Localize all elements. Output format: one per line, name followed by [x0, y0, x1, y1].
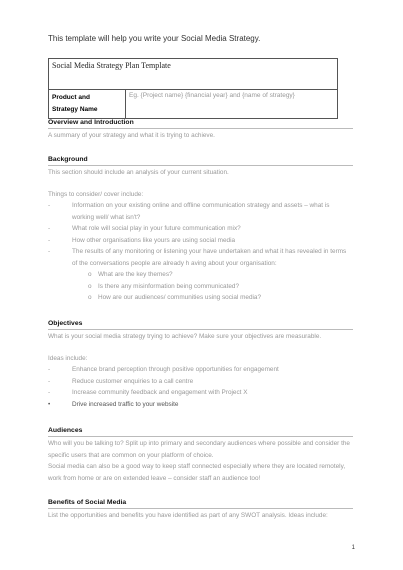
- audiences-text-1: Who will you be talking to? Split up into primary and secondary audiences where possible and consider the specific users that are common on your platform of choice.: [48, 440, 350, 459]
- sub-list-marker: o: [88, 294, 92, 301]
- table-title: Social Media Strategy Plan Template: [52, 61, 171, 70]
- overview-rule: [48, 128, 353, 129]
- list-item: [48, 223, 353, 235]
- list-item-text: Increase community feedback and engagement with Project X: [72, 389, 248, 396]
- background-heading: Background: [48, 156, 88, 163]
- list-marker: •: [48, 400, 51, 408]
- list-item-text: Enhance brand perception through positive opportunities for engagement: [72, 366, 279, 373]
- objectives-rule: [48, 329, 353, 330]
- list-item-text: What role will social play in your future communication mix?: [72, 225, 241, 232]
- list-item: [48, 387, 353, 399]
- list-item: [48, 364, 353, 376]
- template-table: [48, 58, 338, 119]
- benefits-heading: Benefits of Social Media: [48, 499, 127, 506]
- list-marker: -: [48, 248, 51, 255]
- benefits-section: [48, 499, 353, 522]
- sub-list-item: [48, 281, 353, 293]
- list-item-text: Reduce customer enquiries to a call centre: [72, 377, 194, 385]
- benefits-text: List the opportunities and benefits you have identified as part of any SWOT analysis. Ideas include:: [48, 512, 328, 519]
- background-text: This section should include an analysis of your current situation.: [48, 169, 229, 176]
- sub-list-item-text: Is there any misinformation being communicated?: [98, 282, 240, 290]
- list-marker: -: [48, 366, 51, 373]
- table-value-cell: Eg. {Project name} {financial year} and {name of strategy}: [126, 90, 338, 119]
- list-item-text: Drive increased traffic to your website: [72, 400, 179, 408]
- sub-list-marker: o: [88, 271, 92, 278]
- list-item: [48, 246, 353, 269]
- intro-text: This template will help you write your Social Media Strategy.: [48, 34, 261, 43]
- objectives-section: [48, 320, 353, 410]
- list-marker: -: [48, 389, 51, 396]
- table-label-cell: [49, 90, 126, 119]
- background-section: [48, 156, 353, 304]
- list-marker: -: [48, 377, 51, 385]
- sub-list-item-text: How are our audiences/ communities using social media?: [98, 294, 262, 301]
- audiences-section: [48, 427, 353, 484]
- overview-section: [48, 119, 353, 142]
- background-rule: [48, 165, 353, 166]
- audiences-rule: [48, 436, 353, 437]
- sub-list-marker: o: [88, 282, 92, 290]
- audiences-heading: Audiences: [48, 427, 83, 434]
- objectives-text: What is your social media strategy trying to achieve? Make sure your objectives are measurable.: [48, 333, 322, 340]
- background-list: [48, 200, 353, 304]
- table-label-line1: Product and: [52, 94, 90, 101]
- list-item: [48, 399, 353, 411]
- objectives-ideas-label: Ideas include:: [48, 354, 88, 362]
- list-item: [48, 376, 353, 388]
- list-item-text: The results of any monitoring or listening your have undertaken and what it has revealed in terms of the conversations people are already h aving about your organisation:: [72, 248, 347, 267]
- list-marker: -: [48, 202, 51, 209]
- list-item: [48, 200, 353, 223]
- objectives-heading: Objectives: [48, 320, 83, 327]
- overview-heading: Overview and Introduction: [48, 119, 134, 126]
- objectives-list: [48, 364, 353, 410]
- audiences-text-2: Social media can also be a good way to keep staff connected especially where they are located remotely, work from home or are on extended leave – consider staff an audience too!: [48, 463, 346, 482]
- sub-list-item: [48, 292, 353, 304]
- page-number: 1: [351, 545, 355, 551]
- sub-list-item-text: What are the key themes?: [98, 271, 173, 278]
- table-label-line2: Strategy Name: [52, 106, 98, 113]
- sub-list-item: [48, 269, 353, 281]
- background-things-label: Things to consider/ cover include:: [48, 190, 144, 198]
- list-item: [48, 235, 353, 247]
- table-title-cell: [49, 59, 338, 90]
- list-item-text: How other organisations like yours are using social media: [72, 236, 236, 244]
- benefits-rule: [48, 508, 353, 509]
- list-item-text: Information on your existing online and offline communication strategy and assets – what is working well/ what isn't?: [72, 202, 330, 221]
- list-marker: -: [48, 236, 51, 244]
- overview-text: A summary of your strategy and what it is trying to achieve.: [48, 132, 215, 139]
- list-marker: -: [48, 225, 51, 232]
